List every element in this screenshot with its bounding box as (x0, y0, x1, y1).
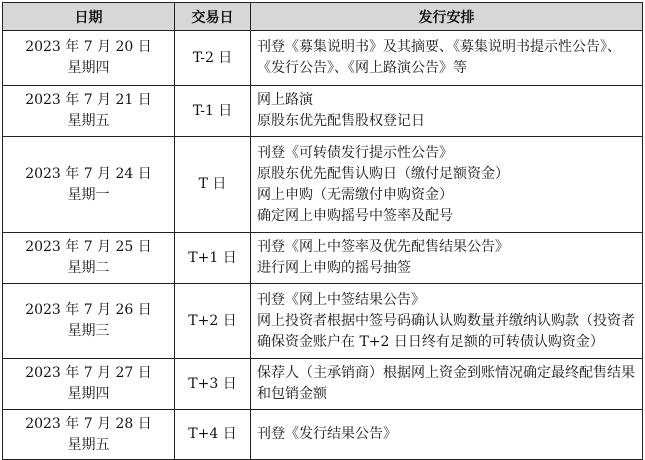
arrangement-item: 刊登《发行结果公告》 (257, 426, 397, 442)
arrangement-item: 网上路演 (257, 92, 313, 108)
date-cell (3, 284, 175, 359)
weekday-text: 星期三 (67, 323, 110, 339)
arrangement-item: 刊登《网上中签率及优先配售结果公告》 (257, 239, 509, 255)
arrangement-item: 进行网上申购的摇号抽签 (257, 260, 411, 276)
header-arrangement: 发行安排 (251, 3, 643, 31)
date-cell (3, 137, 175, 233)
table-row (3, 284, 643, 359)
weekday-text: 星期四 (67, 60, 110, 76)
trading-day-cell: T-2 日 (175, 31, 251, 86)
arrangement-cell (251, 233, 643, 284)
header-date: 日期 (3, 3, 175, 31)
issuance-schedule-table (2, 2, 643, 460)
header-row (3, 3, 643, 31)
trading-day-cell: T+4 日 (175, 410, 251, 460)
date-text: 2023 年 7 月 28 日 (25, 415, 152, 432)
arrangement-item: 原股东优先配售股权登记日 (257, 113, 425, 129)
table-row (3, 86, 643, 137)
table-row (3, 359, 643, 410)
arrangement-item: 保荐人（主承销商）根据网上资金到账情况确定最终配售结果和包销金额 (257, 365, 635, 402)
weekday-text: 星期一 (67, 186, 110, 203)
arrangement-cell (251, 137, 643, 233)
date-text: 2023 年 7 月 26 日 (25, 302, 152, 318)
date-cell (3, 233, 175, 284)
arrangement-cell (251, 284, 643, 359)
arrangement-item: 网上投资者根据中签号码确认认购数量并缴纳认购款（投资者确保资金账户在 T+2 日日终有足额的可转债认购资金） (257, 312, 635, 350)
trading-day-cell: T+2 日 (175, 284, 251, 359)
date-cell (3, 359, 175, 410)
table-row (3, 410, 643, 460)
arrangement-item: 确定网上申购摇号中签率及配号 (257, 207, 453, 224)
weekday-text: 星期五 (67, 113, 110, 129)
arrangement-cell (251, 359, 643, 410)
table-row (3, 233, 643, 284)
weekday-text: 星期二 (67, 260, 110, 276)
date-cell (3, 410, 175, 460)
arrangement-cell (251, 410, 643, 460)
header-trading-day: 交易日 (175, 3, 251, 31)
date-text: 2023 年 7 月 27 日 (25, 365, 152, 381)
trading-day-cell: T+3 日 (175, 359, 251, 410)
date-cell (3, 86, 175, 137)
arrangement-cell (251, 86, 643, 137)
trading-day-cell: T 日 (175, 137, 251, 233)
arrangement-cell (251, 31, 643, 86)
date-cell (3, 31, 175, 86)
table-row (3, 31, 643, 86)
date-text: 2023 年 7 月 20 日 (25, 39, 152, 55)
arrangement-item: 刊登《募集说明书》及其摘要、《募集说明书提示性公告》、《发行公告》、《网上路演公告》等 (257, 39, 621, 76)
date-text: 2023 年 7 月 24 日 (25, 165, 152, 182)
arrangement-item: 刊登《可转债发行提示性公告》 (257, 144, 453, 161)
arrangement-item: 刊登《网上中签结果公告》 (257, 291, 425, 308)
trading-day-cell: T+1 日 (175, 233, 251, 284)
arrangement-item: 原股东优先配售认购日（缴付足额资金） (257, 165, 509, 182)
table-row (3, 137, 643, 233)
weekday-text: 星期四 (67, 386, 110, 402)
date-text: 2023 年 7 月 21 日 (25, 92, 152, 108)
weekday-text: 星期五 (67, 436, 110, 453)
trading-day-cell: T-1 日 (175, 86, 251, 137)
date-text: 2023 年 7 月 25 日 (25, 239, 152, 255)
arrangement-item: 网上申购（无需缴付申购资金） (257, 186, 453, 203)
